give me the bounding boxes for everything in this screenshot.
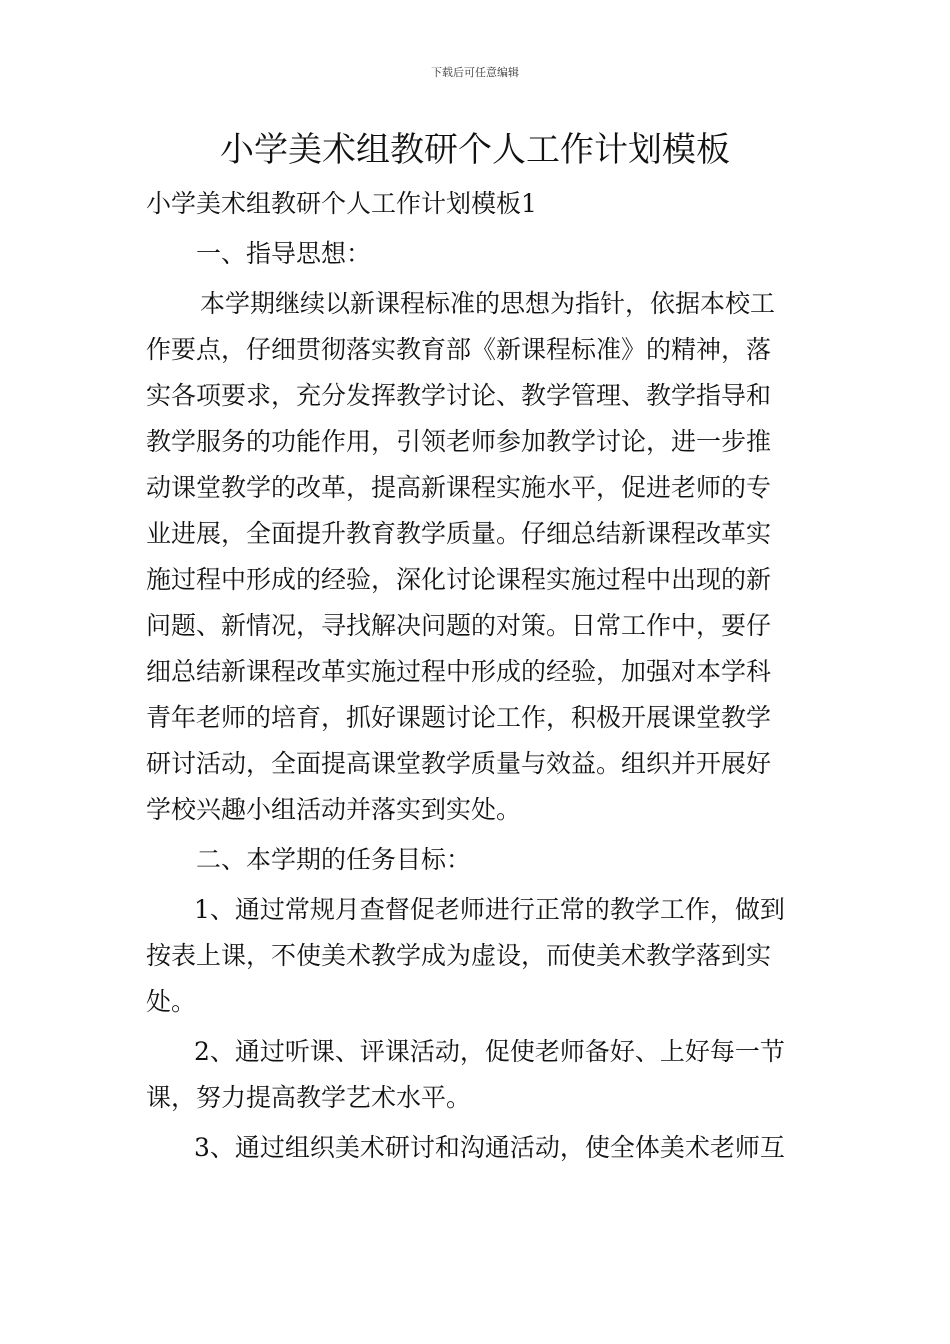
paragraph-line: 施过程中形成的经验，深化讨论课程实施过程中出现的新 — [146, 565, 772, 594]
list-item-line: 处。 — [146, 987, 197, 1016]
header-note: 下载后可任意编辑 — [431, 66, 519, 79]
list-item-line: 课，努力提高教学艺术水平。 — [146, 1083, 472, 1112]
paragraph-line: 青年老师的培育，抓好课题讨论工作，积极开展课堂教学 — [146, 703, 772, 732]
paragraph-line: 学校兴趣小组活动并落实到实处。 — [146, 795, 522, 824]
paragraph-line: 研讨活动，全面提高课堂教学质量与效益。组织并开展好 — [146, 749, 772, 778]
list-item-line: 3、通过组织美术研讨和沟通活动，使全体美术老师互 — [194, 1133, 785, 1162]
list-item-line: 1、通过常规月查督促老师进行正常的教学工作，做到 — [194, 895, 785, 924]
document-title: 小学美术组教研个人工作计划模板 — [220, 130, 730, 170]
subtitle-line: 小学美术组教研个人工作计划模板1 — [146, 189, 537, 218]
list-item-line: 按表上课，不使美术教学成为虚设，而使美术教学落到实 — [146, 941, 772, 970]
section-heading-guiding-thought: 一、指导思想： — [196, 239, 372, 268]
list-item-line: 2、通过听课、评课活动，促使老师备好、上好每一节 — [194, 1037, 785, 1066]
document-body — [146, 181, 808, 1171]
paragraph-line: 细总结新课程改革实施过程中形成的经验，加强对本学科 — [146, 657, 772, 686]
paragraph-line: 业进展，全面提升教育教学质量。仔细总结新课程改革实 — [146, 519, 772, 548]
paragraph-line: 动课堂教学的改革，提高新课程实施水平，促进老师的专 — [146, 473, 772, 502]
paragraph-line: 本学期继续以新课程标准的思想为指针，依据本校工 — [200, 289, 776, 318]
section-heading-task-goals: 二、本学期的任务目标： — [196, 845, 472, 874]
paragraph-line: 问题、新情况，寻找解决问题的对策。日常工作中，要仔 — [146, 611, 772, 640]
paragraph-line: 作要点，仔细贯彻落实教育部《新课程标准》的精神，落 — [146, 335, 772, 364]
paragraph-line: 教学服务的功能作用，引领老师参加教学讨论，进一步推 — [146, 427, 772, 456]
paragraph-line: 实各项要求，充分发挥教学讨论、教学管理、教学指导和 — [146, 381, 772, 410]
